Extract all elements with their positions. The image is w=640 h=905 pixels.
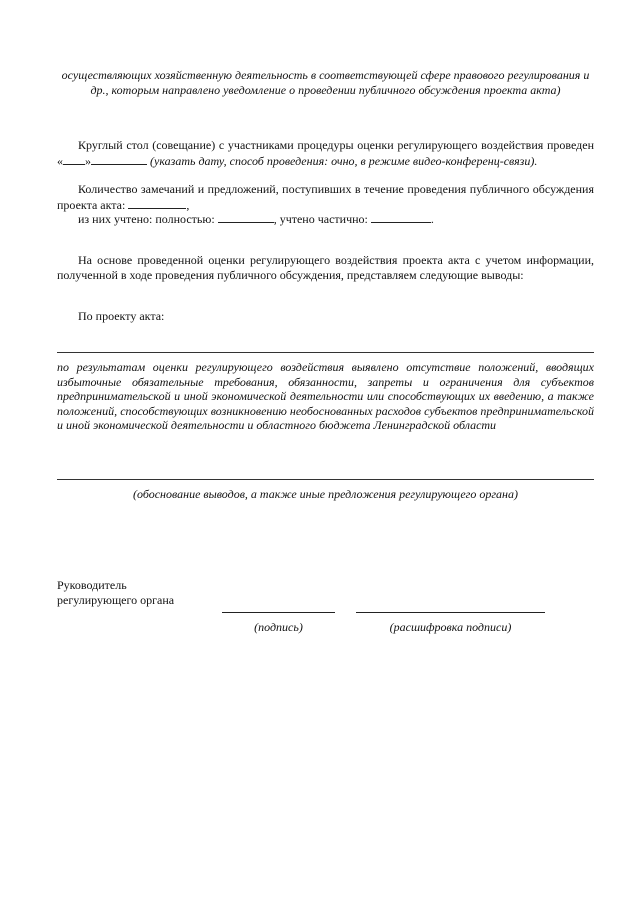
accepted-partial-label: , учтено частично: bbox=[273, 212, 368, 226]
accepted-end: . bbox=[430, 212, 434, 226]
round-table-paragraph bbox=[57, 138, 594, 168]
signature-decode-label: (расшифровка подписи) bbox=[389, 620, 512, 634]
comments-count-blank bbox=[128, 197, 186, 209]
signature-line bbox=[222, 612, 335, 613]
conclusion-intro: На основе проведенной оценки регулирующего воздействия проекта акта с учетом информации, полученной в ходе проведения публичного обсуждения, представляем следующие выводы: bbox=[57, 253, 594, 282]
round-table-text: Круглый стол (совещание) с участниками процедуры оценки регулирующего воздействия проведен « bbox=[57, 138, 594, 168]
quote-close: » bbox=[85, 153, 91, 168]
position-line-1: Руководитель bbox=[57, 578, 127, 592]
date-month-blank bbox=[91, 153, 147, 165]
conclusion-text: по результатам оценки регулирующего воздействия выявлено отсутствие положений, вводящих избыточные обязательные требования, обязанности, запреты и ограничения для субъектов предпринимательской и иной экономической деятельности или способствующих их введению, а также положений, способствующих возникновению необоснованных расходов субъектов предпринимательской и иной экономической деятельности и областного бюджета Ленинградской области bbox=[57, 360, 594, 432]
accepted-full-blank bbox=[218, 211, 274, 223]
signature-label: (подпись) bbox=[254, 620, 303, 634]
divider-bottom bbox=[57, 479, 594, 480]
comments-accepted-line bbox=[57, 211, 594, 227]
position-line-2: регулирующего органа bbox=[57, 592, 175, 607]
by-project-label: По проекту акта: bbox=[78, 309, 165, 323]
signature-decode-line bbox=[356, 612, 545, 613]
accepted-full-label: из них учтено: полностью: bbox=[78, 212, 215, 226]
round-table-hint: (указать дату, способ проведения: очно, в режиме видео-конференц-связи). bbox=[150, 153, 538, 168]
comments-count-text: Количество замечаний и предложений, поступивших в течение проведения публичного обсуждения проекта акта: bbox=[57, 182, 594, 212]
comments-count-paragraph bbox=[57, 182, 594, 212]
justification-caption: (обоснование выводов, а также иные предложения регулирующего органа) bbox=[133, 487, 518, 501]
divider-top bbox=[57, 352, 594, 353]
signature-position bbox=[57, 578, 277, 607]
comments-count-end: , bbox=[186, 197, 190, 212]
accepted-partial-blank bbox=[371, 211, 431, 223]
date-day-blank bbox=[63, 153, 85, 165]
header-note: осуществляющих хозяйственную деятельность в соответствующей сфере правового регулирования и др., которым направлено уведомление о проведении публичного обсуждения проекта акта) bbox=[61, 68, 590, 97]
